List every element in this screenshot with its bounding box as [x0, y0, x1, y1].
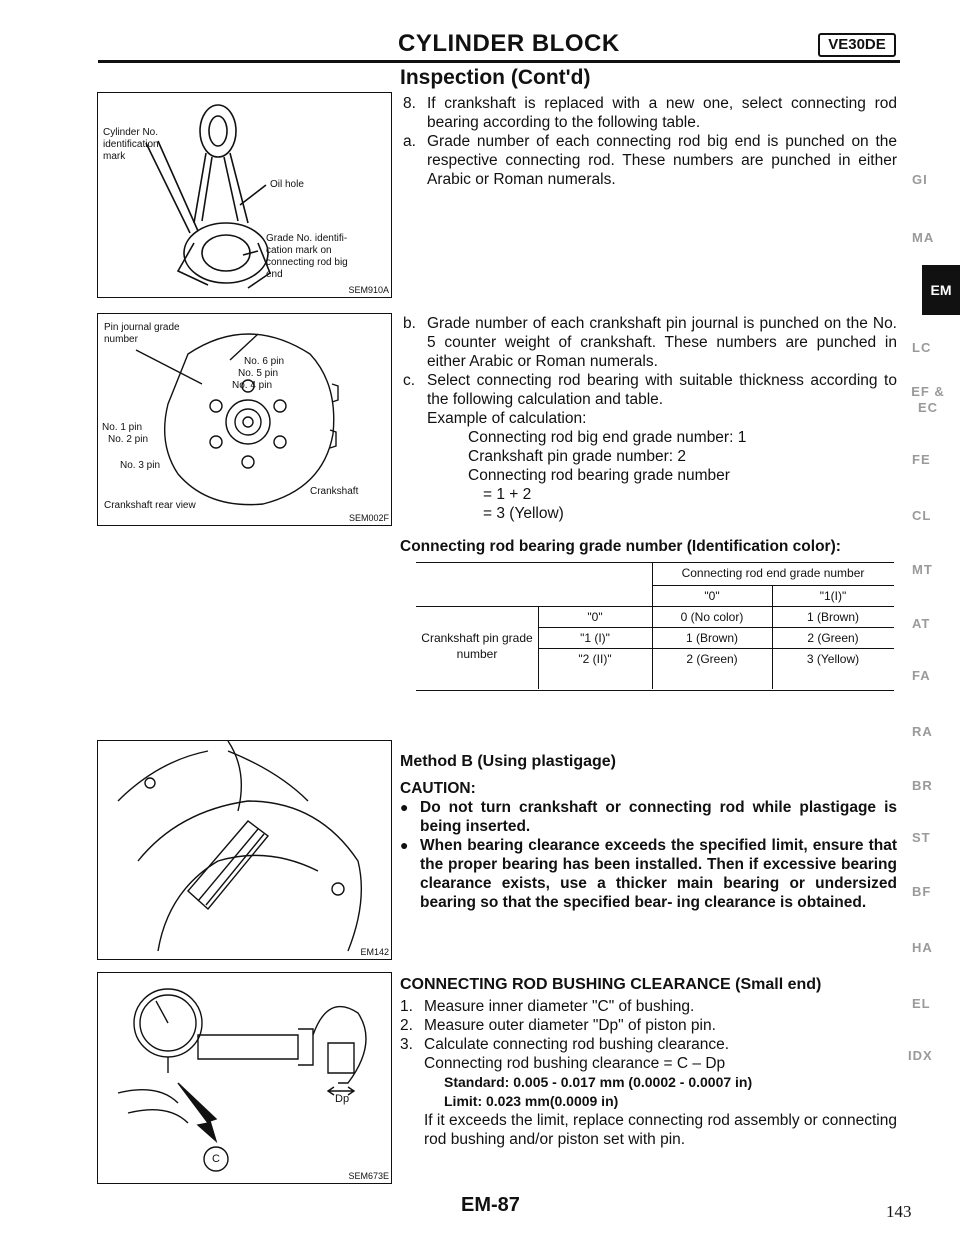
side-tab-gi[interactable]: GI	[912, 172, 928, 187]
label-dp: Dp	[335, 1093, 350, 1105]
label-pin-journal: Pin journal grade number	[104, 322, 180, 345]
list-item: b. Grade number of each crankshaft pin journal is punched on the No. 5 counter weight of crankshaft. These numbers are punched in either Arabic or Roman numerals.	[403, 315, 897, 370]
page-number: 143	[886, 1202, 912, 1221]
header-rule	[98, 60, 900, 63]
example-line: = 1 + 2	[483, 486, 532, 503]
side-tab-mt[interactable]: MT	[912, 562, 933, 577]
example-line: = 3 (Yellow)	[483, 505, 564, 522]
figure-crankshaft-rear	[97, 313, 392, 526]
table-caption: Connecting rod bearing grade number (Identification color):	[400, 538, 841, 555]
figure-code: EM142	[360, 947, 389, 957]
list-item: ● Do not turn crankshaft or connecting rod while plastigage is being inserted.	[400, 799, 897, 835]
section-title: CYLINDER BLOCK	[398, 30, 620, 57]
bullet-icon: ●	[400, 799, 409, 815]
page-subtitle: Inspection (Cont'd)	[400, 66, 591, 89]
side-tab-bf[interactable]: BF	[912, 884, 932, 899]
list-item: c. Select connecting rod bearing with suitable thickness according to the following calculation and table.	[403, 372, 897, 408]
bushing-limit: Limit: 0.023 mm(0.0009 in)	[444, 1093, 619, 1109]
example-line: Connecting rod bearing grade number	[468, 467, 730, 484]
bullet-icon: ●	[400, 837, 409, 853]
bushing-title: CONNECTING ROD BUSHING CLEARANCE (Small end)	[400, 976, 822, 993]
caution-label: CAUTION:	[400, 780, 476, 797]
side-tab-fa[interactable]: FA	[912, 668, 931, 683]
bushing-formula: Connecting rod bushing clearance = C – Dp	[424, 1055, 726, 1072]
figure-bushing-measure	[97, 972, 392, 1184]
figure-code: SEM002F	[348, 513, 389, 523]
method-b-title: Method B (Using plastigage)	[400, 753, 616, 770]
table-row-header: "0"	[587, 610, 603, 624]
list-item: a. Grade number of each connecting rod big end is punched on the respective connecting rod. These numbers are punched in either Arabic or Roman numerals.	[403, 133, 897, 188]
label-rear-view: Crankshaft rear view	[104, 500, 196, 511]
label-no5-pin: No. 5 pin	[238, 368, 279, 379]
side-tab-idx[interactable]: IDX	[908, 1048, 933, 1063]
label-no3-pin: No. 3 pin	[120, 460, 161, 471]
figure-code: SEM910A	[348, 285, 389, 295]
side-tab-st[interactable]: ST	[912, 830, 931, 845]
label-c: C	[212, 1153, 220, 1165]
bushing-note: If it exceeds the limit, replace connecting rod assembly or connecting rod bushing and/or piston set with pin.	[424, 1112, 897, 1148]
example-title: Example of calculation:	[427, 410, 587, 427]
table-cell: 3 (Yellow)	[806, 652, 860, 666]
label-crankshaft: Crankshaft	[310, 486, 359, 497]
table-col-group: Connecting rod end grade number	[681, 566, 865, 580]
list-item: 3. Calculate connecting rod bushing clearance.	[400, 1036, 730, 1053]
plastigage-illustration	[98, 741, 391, 959]
micrometer-illustration	[98, 973, 391, 1183]
side-tab-ef-ec[interactable]: EF & EC	[911, 384, 945, 415]
table-col-header: "0"	[704, 589, 720, 603]
side-tab-lc[interactable]: LC	[912, 340, 932, 355]
side-tab-el[interactable]: EL	[912, 996, 931, 1011]
table-row-header: "1 (I)"	[580, 631, 610, 645]
table-row-group: Crankshaft pin grade number	[421, 631, 533, 661]
list-item: 2. Measure outer diameter "Dp" of piston pin.	[400, 1017, 716, 1034]
figure-code: SEM673E	[348, 1171, 389, 1181]
table-cell: 1 (Brown)	[685, 631, 738, 645]
label-no4-pin: No. 4 pin	[232, 380, 273, 391]
side-tab-ha[interactable]: HA	[912, 940, 933, 955]
section1-text	[403, 94, 897, 189]
side-tab-cl[interactable]: CL	[912, 508, 932, 523]
table-cell: 2 (Green)	[807, 631, 859, 645]
side-tab-em-active[interactable]: EM	[922, 265, 960, 315]
table-cell: 2 (Green)	[686, 652, 738, 666]
example-line: Connecting rod big end grade number: 1	[468, 429, 747, 446]
side-tab-br[interactable]: BR	[912, 778, 933, 793]
method-b-section	[400, 752, 897, 912]
label-no1-pin: No. 1 pin	[102, 422, 143, 433]
label-no6-pin: No. 6 pin	[244, 356, 285, 367]
page-code: EM-87	[461, 1194, 520, 1216]
label-cylinder-id: Cylinder No. identification mark	[103, 127, 159, 162]
label-no2-pin: No. 2 pin	[108, 434, 149, 445]
figure-connecting-rod	[97, 92, 392, 298]
list-item: 8. If crankshaft is replaced with a new one, select connecting rod bearing according to the following table.	[403, 95, 897, 131]
figure-plastigage	[97, 740, 392, 960]
bushing-standard: Standard: 0.005 - 0.017 mm (0.0002 - 0.0007 in)	[444, 1074, 753, 1090]
table-cell: 0 (No color)	[680, 610, 744, 624]
side-tab-at[interactable]: AT	[912, 616, 931, 631]
label-grade-id: Grade No. identifi- cation mark on connecting rod big end	[266, 233, 348, 280]
list-item: 1. Measure inner diameter "C" of bushing.	[400, 998, 695, 1015]
label-oil-hole: Oil hole	[270, 179, 304, 190]
bushing-section	[400, 975, 897, 1149]
list-item: ● When bearing clearance exceeds the specified limit, ensure that the proper bearing has been installed. Then if excessive bearing clearance exists, use a thicker main bearing or undersized bearing so that the specified bear- ing clearance is obtained.	[400, 837, 897, 911]
side-tab-ma[interactable]: MA	[912, 230, 935, 245]
side-tab-ra[interactable]: RA	[912, 724, 933, 739]
table-col-header: "1(I)"	[819, 589, 847, 603]
example-line: Crankshaft pin grade number: 2	[468, 448, 686, 465]
side-tab-fe[interactable]: FE	[912, 452, 931, 467]
section2-text	[403, 314, 897, 523]
engine-badge: VE30DE	[818, 33, 896, 57]
table-cell: 1 (Brown)	[806, 610, 859, 624]
table-row-header: "2 (II)"	[578, 652, 612, 666]
